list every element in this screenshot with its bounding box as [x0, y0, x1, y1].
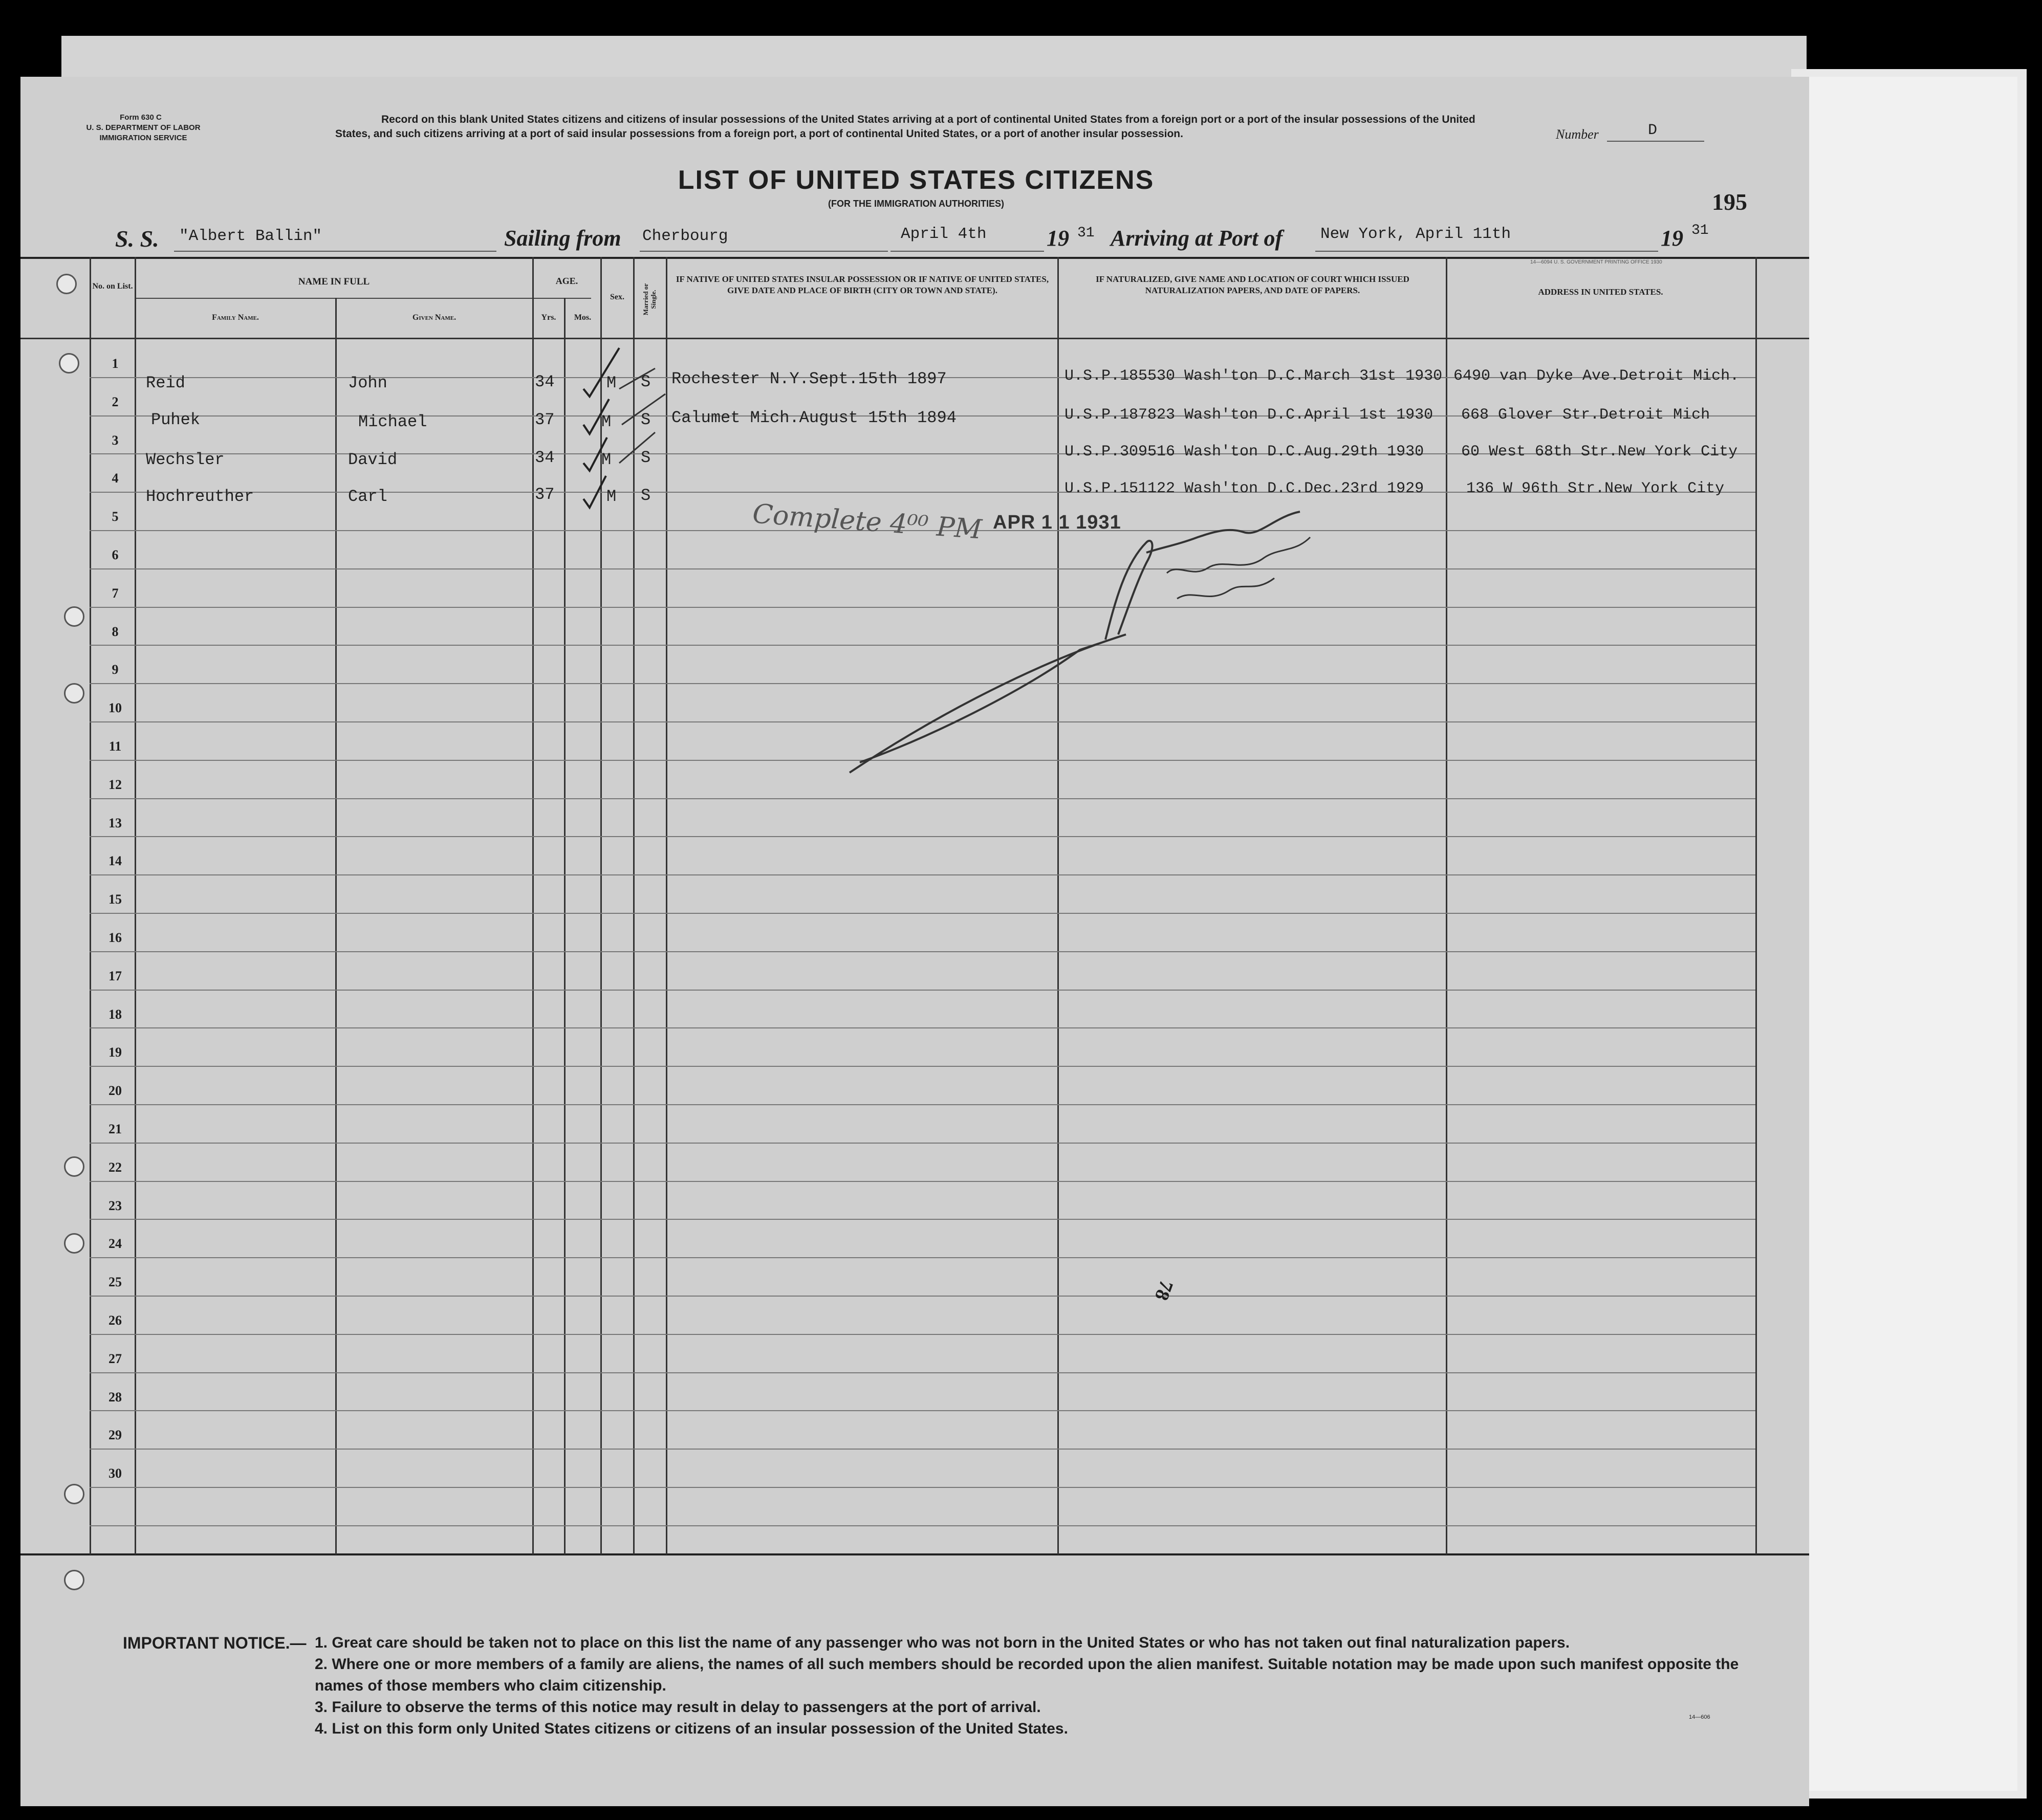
row-number: 24	[108, 1236, 122, 1251]
header-naturalized: IF NATURALIZED, GIVE NAME AND LOCATION OF COURT WHICH ISSUED NATURALIZATION PAPERS, AND DATE OF PAPERS.	[1096, 274, 1409, 295]
row-number: 3	[112, 433, 119, 448]
row-rule	[90, 1410, 1755, 1411]
row-rule	[90, 798, 1755, 799]
row-rule	[90, 874, 1755, 875]
birth-info: Calumet Mich.August 15th 1894	[671, 408, 957, 427]
address: 136 W 96th Str.New York City	[1466, 480, 1725, 497]
row-number: 13	[108, 816, 122, 830]
arrival-port-date: New York, April 11th	[1320, 225, 1511, 243]
row-rule	[90, 1525, 1755, 1526]
header-bottom-rule	[20, 338, 1809, 339]
naturalization-info: U.S.P.309516 Wash'ton D.C.Aug.29th 1930	[1065, 443, 1424, 461]
family-name: Puhek	[151, 410, 201, 429]
check-marks	[563, 317, 691, 512]
row-number: 6	[112, 547, 119, 562]
row-number: 15	[108, 892, 122, 907]
age-years: 37	[535, 410, 555, 429]
sheet-page-number: 195	[1712, 189, 1747, 215]
row-number: 4	[112, 471, 119, 486]
row-number: 18	[108, 1007, 122, 1022]
arriving-label: Arriving at Port of	[1111, 226, 1283, 251]
family-name: Wechsler	[146, 450, 225, 469]
address: 668 Glover Str.Detroit Mich	[1461, 406, 1710, 424]
row-number: 7	[112, 586, 119, 601]
department-name: U. S. DEPARTMENT OF LABOR	[86, 123, 201, 132]
birth-info: Rochester N.Y.Sept.15th 1897	[671, 369, 947, 388]
header-birth: IF NATIVE OF UNITED STATES INSULAR POSSESSION OR IF NATIVE OF UNITED STATES, GIVE DATE AND PLACE OF BIRTH (CITY OR TOWN AND STATE).	[676, 274, 1049, 295]
row-number: 12	[108, 777, 122, 792]
col-line-naturalized	[1057, 257, 1059, 1554]
row-number: 11	[108, 739, 122, 754]
binder-hole	[64, 683, 84, 704]
row-number: 22	[108, 1160, 122, 1175]
col-line-family	[135, 257, 136, 1554]
row-rule	[90, 1219, 1755, 1220]
row-number: 25	[108, 1275, 122, 1289]
row-number: 9	[112, 662, 119, 677]
ship-underline	[174, 251, 496, 252]
notice-item-1: 1. Great care should be taken not to place on this list the name of any passenger who was not born in the United States or who has not taken out final naturalization papers.	[315, 1634, 1570, 1651]
row-number: 19	[108, 1045, 122, 1060]
naturalization-info: U.S.P.151122 Wash'ton D.C.Dec.23rd 1929	[1065, 480, 1424, 497]
row-rule	[90, 1066, 1755, 1067]
number-label: Number	[1556, 127, 1599, 142]
row-number: 8	[112, 624, 119, 639]
margin-number: 78	[1150, 1277, 1178, 1304]
number-value: D	[1648, 122, 1658, 139]
form-instructions: Record on this blank United States citizens and citizens of insular possessions of the United States arriving at a port of continental United States from a foreign port or a port of the insular possessions of the United States, and such citizens arriving at a port of said insular possessions from a foreign port, a port of continental United States, or a port of another insular possession.	[335, 114, 1475, 140]
binder-hole	[64, 1484, 84, 1504]
header-address: ADDRESS IN UNITED STATES.	[1538, 287, 1663, 297]
header-mos: Mos.	[574, 313, 592, 322]
row-number: 10	[108, 700, 122, 715]
arrival-underline	[1315, 251, 1658, 252]
address: 6490 van Dyke Ave.Detroit Mich.	[1453, 367, 1740, 385]
binder-hole	[56, 274, 77, 294]
header-yrs: Yrs.	[541, 313, 556, 322]
ss-label: S. S.	[115, 226, 159, 252]
form-number: Form 630 C	[120, 113, 162, 122]
row-rule	[90, 1027, 1755, 1028]
sailing-port: Cherbourg	[642, 227, 728, 245]
marital-status: S	[641, 448, 651, 467]
naturalization-info: U.S.P.185530 Wash'ton D.C.March 31st 1930	[1065, 367, 1443, 385]
row-number: 16	[108, 930, 122, 945]
row-number: 5	[112, 509, 119, 524]
arrival-year-prefix: 19	[1661, 226, 1683, 251]
binder-hole	[64, 1156, 84, 1177]
sailing-year: 31	[1077, 225, 1095, 241]
given-name: Carl	[348, 487, 387, 506]
row-number: 2	[112, 394, 119, 409]
header-age: AGE.	[555, 276, 578, 286]
row-number: 20	[108, 1083, 122, 1098]
age-years: 34	[535, 448, 555, 467]
number-underline	[1607, 141, 1704, 142]
row-number: 14	[108, 853, 122, 868]
given-name: Michael	[358, 412, 427, 431]
sailing-label: Sailing from	[504, 226, 621, 251]
inspector-signature	[839, 496, 1341, 783]
row-rule	[90, 1449, 1755, 1450]
footer-code: 14—606	[1689, 1714, 1710, 1720]
binder-hole	[64, 606, 84, 627]
row-number: 27	[108, 1351, 122, 1366]
marital-status: S	[641, 486, 651, 505]
arrival-year: 31	[1691, 223, 1709, 238]
header-name-in-full: NAME IN FULL	[298, 276, 370, 287]
sailing-port-underline	[640, 251, 888, 252]
family-name: Reid	[146, 374, 185, 392]
col-line-right	[1755, 257, 1757, 1554]
row-number: 26	[108, 1313, 122, 1328]
sex: M	[606, 374, 617, 392]
row-rule	[90, 1487, 1755, 1488]
row-rule	[90, 1372, 1755, 1373]
col-line-given	[335, 298, 337, 1554]
marital-status: S	[641, 372, 651, 391]
header-family-name: Family Name.	[212, 313, 259, 322]
ship-name: "Albert Ballin"	[179, 227, 322, 245]
binder-hole	[59, 353, 79, 374]
adjacent-sheet-edge	[1801, 77, 2017, 1791]
row-rule	[90, 836, 1755, 837]
binder-hole	[64, 1570, 84, 1590]
marital-status: S	[641, 410, 651, 429]
given-name: John	[348, 374, 387, 392]
header-sex: Sex.	[610, 293, 624, 301]
sailing-year-prefix: 19	[1047, 226, 1069, 251]
row-rule	[90, 951, 1755, 952]
service-name: IMMIGRATION SERVICE	[99, 134, 187, 142]
col-line-address	[1446, 257, 1447, 1554]
row-number: 21	[108, 1122, 122, 1136]
notice-item-3: 3. Failure to observe the terms of this notice may result in delay to passengers at the port of arrival.	[315, 1699, 1041, 1716]
age-subheader-rule	[532, 298, 591, 299]
sailing-date-underline	[890, 251, 1044, 252]
notice-item-4: 4. List on this form only United States citizens or citizens of an insular possession of the United States.	[315, 1720, 1068, 1737]
sailing-date: April 4th	[901, 225, 987, 243]
address: 60 West 68th Str.New York City	[1461, 443, 1738, 461]
row-rule	[90, 1143, 1755, 1144]
row-number: 17	[108, 969, 122, 983]
sex: M	[601, 412, 612, 431]
page-subtitle: (FOR THE IMMIGRATION AUTHORITIES)	[828, 199, 1004, 209]
row-rule	[90, 1296, 1755, 1297]
age-years: 37	[535, 485, 555, 504]
table-bottom-border	[20, 1553, 1809, 1555]
row-rule	[90, 990, 1755, 991]
printer-note: 14—6094 U. S. GOVERNMENT PRINTING OFFICE 1930	[1530, 259, 1662, 265]
row-rule	[90, 1334, 1755, 1335]
col-line-yrs	[532, 257, 534, 1554]
handwritten-note: Complete 4⁰⁰ PM	[751, 498, 983, 545]
table-top-border	[20, 257, 1809, 259]
naturalization-info: U.S.P.187823 Wash'ton D.C.April 1st 1930	[1065, 406, 1433, 424]
page-title: LIST OF UNITED STATES CITIZENS	[678, 165, 1155, 195]
row-rule	[90, 1181, 1755, 1182]
binder-hole	[64, 1233, 84, 1254]
header-given-name: Given Name.	[412, 313, 457, 322]
given-name: David	[348, 450, 398, 469]
row-number: 29	[108, 1428, 122, 1442]
row-number: 1	[112, 356, 119, 371]
family-name: Hochreuther	[146, 487, 254, 506]
row-rule	[90, 1257, 1755, 1258]
row-rule	[90, 913, 1755, 914]
date-stamp: APR 1 1 1931	[993, 512, 1121, 533]
header-married-or-single: Married or Single.	[642, 283, 657, 316]
name-subheader-rule	[136, 298, 591, 299]
row-number: 23	[108, 1198, 122, 1213]
row-number: 30	[108, 1466, 122, 1481]
header-no-on-list: No. on List.	[92, 282, 133, 291]
notice-item-2: 2. Where one or more members of a family are aliens, the names of all such members should be recorded upon the alien manifest. Suitable notation may be made upon such manifest opposite the names of those members who claim citizenship.	[315, 1656, 1739, 1694]
col-line-no	[90, 257, 91, 1554]
row-number: 28	[108, 1390, 122, 1405]
sex: M	[601, 450, 612, 469]
row-rule	[90, 1104, 1755, 1105]
sex: M	[606, 487, 617, 506]
manifest-page	[20, 77, 1809, 1806]
age-years: 34	[535, 372, 555, 391]
notice-heading: IMPORTANT NOTICE.—	[123, 1634, 307, 1652]
